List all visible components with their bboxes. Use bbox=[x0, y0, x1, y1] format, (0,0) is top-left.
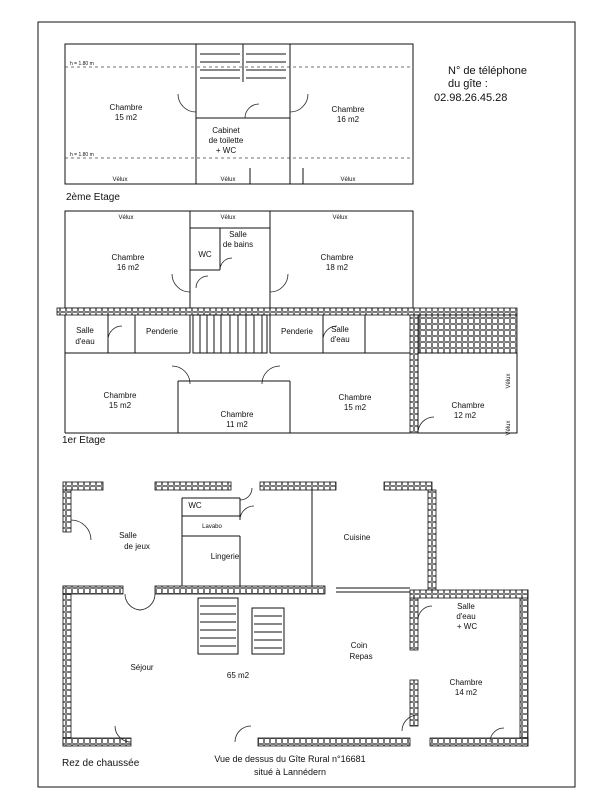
height-label-top: h = 1.80 m bbox=[70, 61, 94, 67]
first-room-18-area: 18 m2 bbox=[325, 263, 349, 272]
shower-right-label-2: d'eau bbox=[330, 335, 350, 344]
first-room-15b-name: Chambre bbox=[338, 393, 372, 402]
phone-line-1: N° de téléphone bbox=[448, 65, 528, 77]
velux-label: Vélux bbox=[340, 177, 356, 183]
washbasin-label: Lavabo bbox=[202, 524, 222, 530]
second-room-2-name: Chambre bbox=[331, 105, 365, 114]
ground-floor-plan bbox=[63, 482, 528, 746]
toilet-label-3: + WC bbox=[215, 146, 237, 155]
first-room-16-area: 16 m2 bbox=[116, 263, 140, 272]
footer-line-2: situé à Lannédern bbox=[253, 767, 327, 777]
floor-title-second: 2ème Etage bbox=[66, 192, 120, 203]
laundry-label: Lingerie bbox=[210, 552, 240, 561]
brick-wall bbox=[410, 315, 418, 433]
first-room-11-name: Chambre bbox=[220, 410, 254, 419]
shower-ground-label-2: d'eau bbox=[456, 612, 476, 621]
toilet-room bbox=[196, 118, 290, 184]
wardrobe-right-label: Penderie bbox=[280, 327, 314, 336]
first-room-15b-area: 15 m2 bbox=[343, 403, 367, 412]
second-room-2-area: 16 m2 bbox=[336, 115, 360, 124]
first-room-12-name: Chambre bbox=[451, 401, 485, 410]
first-room-15a-name: Chambre bbox=[103, 391, 137, 400]
brick-wall bbox=[57, 308, 517, 315]
shower-ground-label-3: + WC bbox=[456, 622, 478, 631]
velux-label: Vélux bbox=[118, 215, 134, 221]
velux-label: Vélux bbox=[332, 215, 348, 221]
velux-label: Vélux bbox=[112, 177, 128, 183]
first-room-12-area: 12 m2 bbox=[453, 411, 477, 420]
first-room-11-area: 11 m2 bbox=[226, 420, 248, 429]
first-room-18-name: Chambre bbox=[320, 253, 354, 262]
dining-label-1: Coin bbox=[350, 641, 368, 650]
velux-label: Vélux bbox=[220, 177, 236, 183]
toilet-label-2: de toilette bbox=[208, 136, 244, 145]
shower-left-label-2: d'eau bbox=[75, 337, 95, 346]
shower-ground-label-1: Salle bbox=[457, 602, 475, 611]
bath-label-1: Salle bbox=[229, 230, 247, 239]
kitchen-label: Cuisine bbox=[343, 533, 371, 542]
dining-label-2: Repas bbox=[349, 652, 373, 661]
bath-label-2: de bains bbox=[222, 240, 254, 249]
living-room-label: Séjour bbox=[130, 663, 154, 672]
floor-title-first: 1er Etage bbox=[62, 435, 106, 446]
shower-right-label-1: Salle bbox=[331, 325, 349, 334]
stair-ground-floor bbox=[198, 598, 284, 654]
first-room-15a-area: 15 m2 bbox=[108, 401, 132, 410]
velux-label: Vélux bbox=[506, 373, 512, 389]
phone-line-2: du gîte : bbox=[448, 78, 488, 90]
ground-room-14-name: Chambre bbox=[449, 678, 483, 687]
floor-title-ground: Rez de chaussée bbox=[62, 758, 140, 769]
stair-first-floor bbox=[193, 315, 267, 353]
living-room-area: 65 m2 bbox=[226, 671, 250, 680]
wardrobe-left-label: Penderie bbox=[145, 327, 179, 336]
second-room-1-name: Chambre bbox=[109, 103, 143, 112]
terrace bbox=[419, 315, 517, 353]
ground-room-14-area: 14 m2 bbox=[454, 688, 478, 697]
phone-number: 02.98.26.45.28 bbox=[434, 92, 508, 104]
footer-line-1: Vue de dessus du Gîte Rural n°16681 bbox=[214, 754, 366, 764]
shower-left-label-1: Salle bbox=[76, 326, 94, 335]
velux-label: Vélux bbox=[220, 215, 236, 221]
ground-wc-label: WC bbox=[188, 501, 202, 510]
games-room-label-1: Salle bbox=[119, 531, 137, 540]
games-room-label-2: de jeux bbox=[124, 542, 150, 551]
first-floor-plan bbox=[57, 211, 517, 436]
first-wc-label: WC bbox=[198, 250, 212, 259]
toilet-label-1: Cabinet bbox=[212, 126, 240, 135]
second-floor-plan bbox=[65, 44, 413, 184]
second-room-1-area: 15 m2 bbox=[114, 113, 138, 122]
velux-label: Vélux bbox=[506, 420, 512, 436]
height-label-bottom: h = 1.80 m bbox=[70, 152, 94, 158]
first-room-16-name: Chambre bbox=[111, 253, 145, 262]
